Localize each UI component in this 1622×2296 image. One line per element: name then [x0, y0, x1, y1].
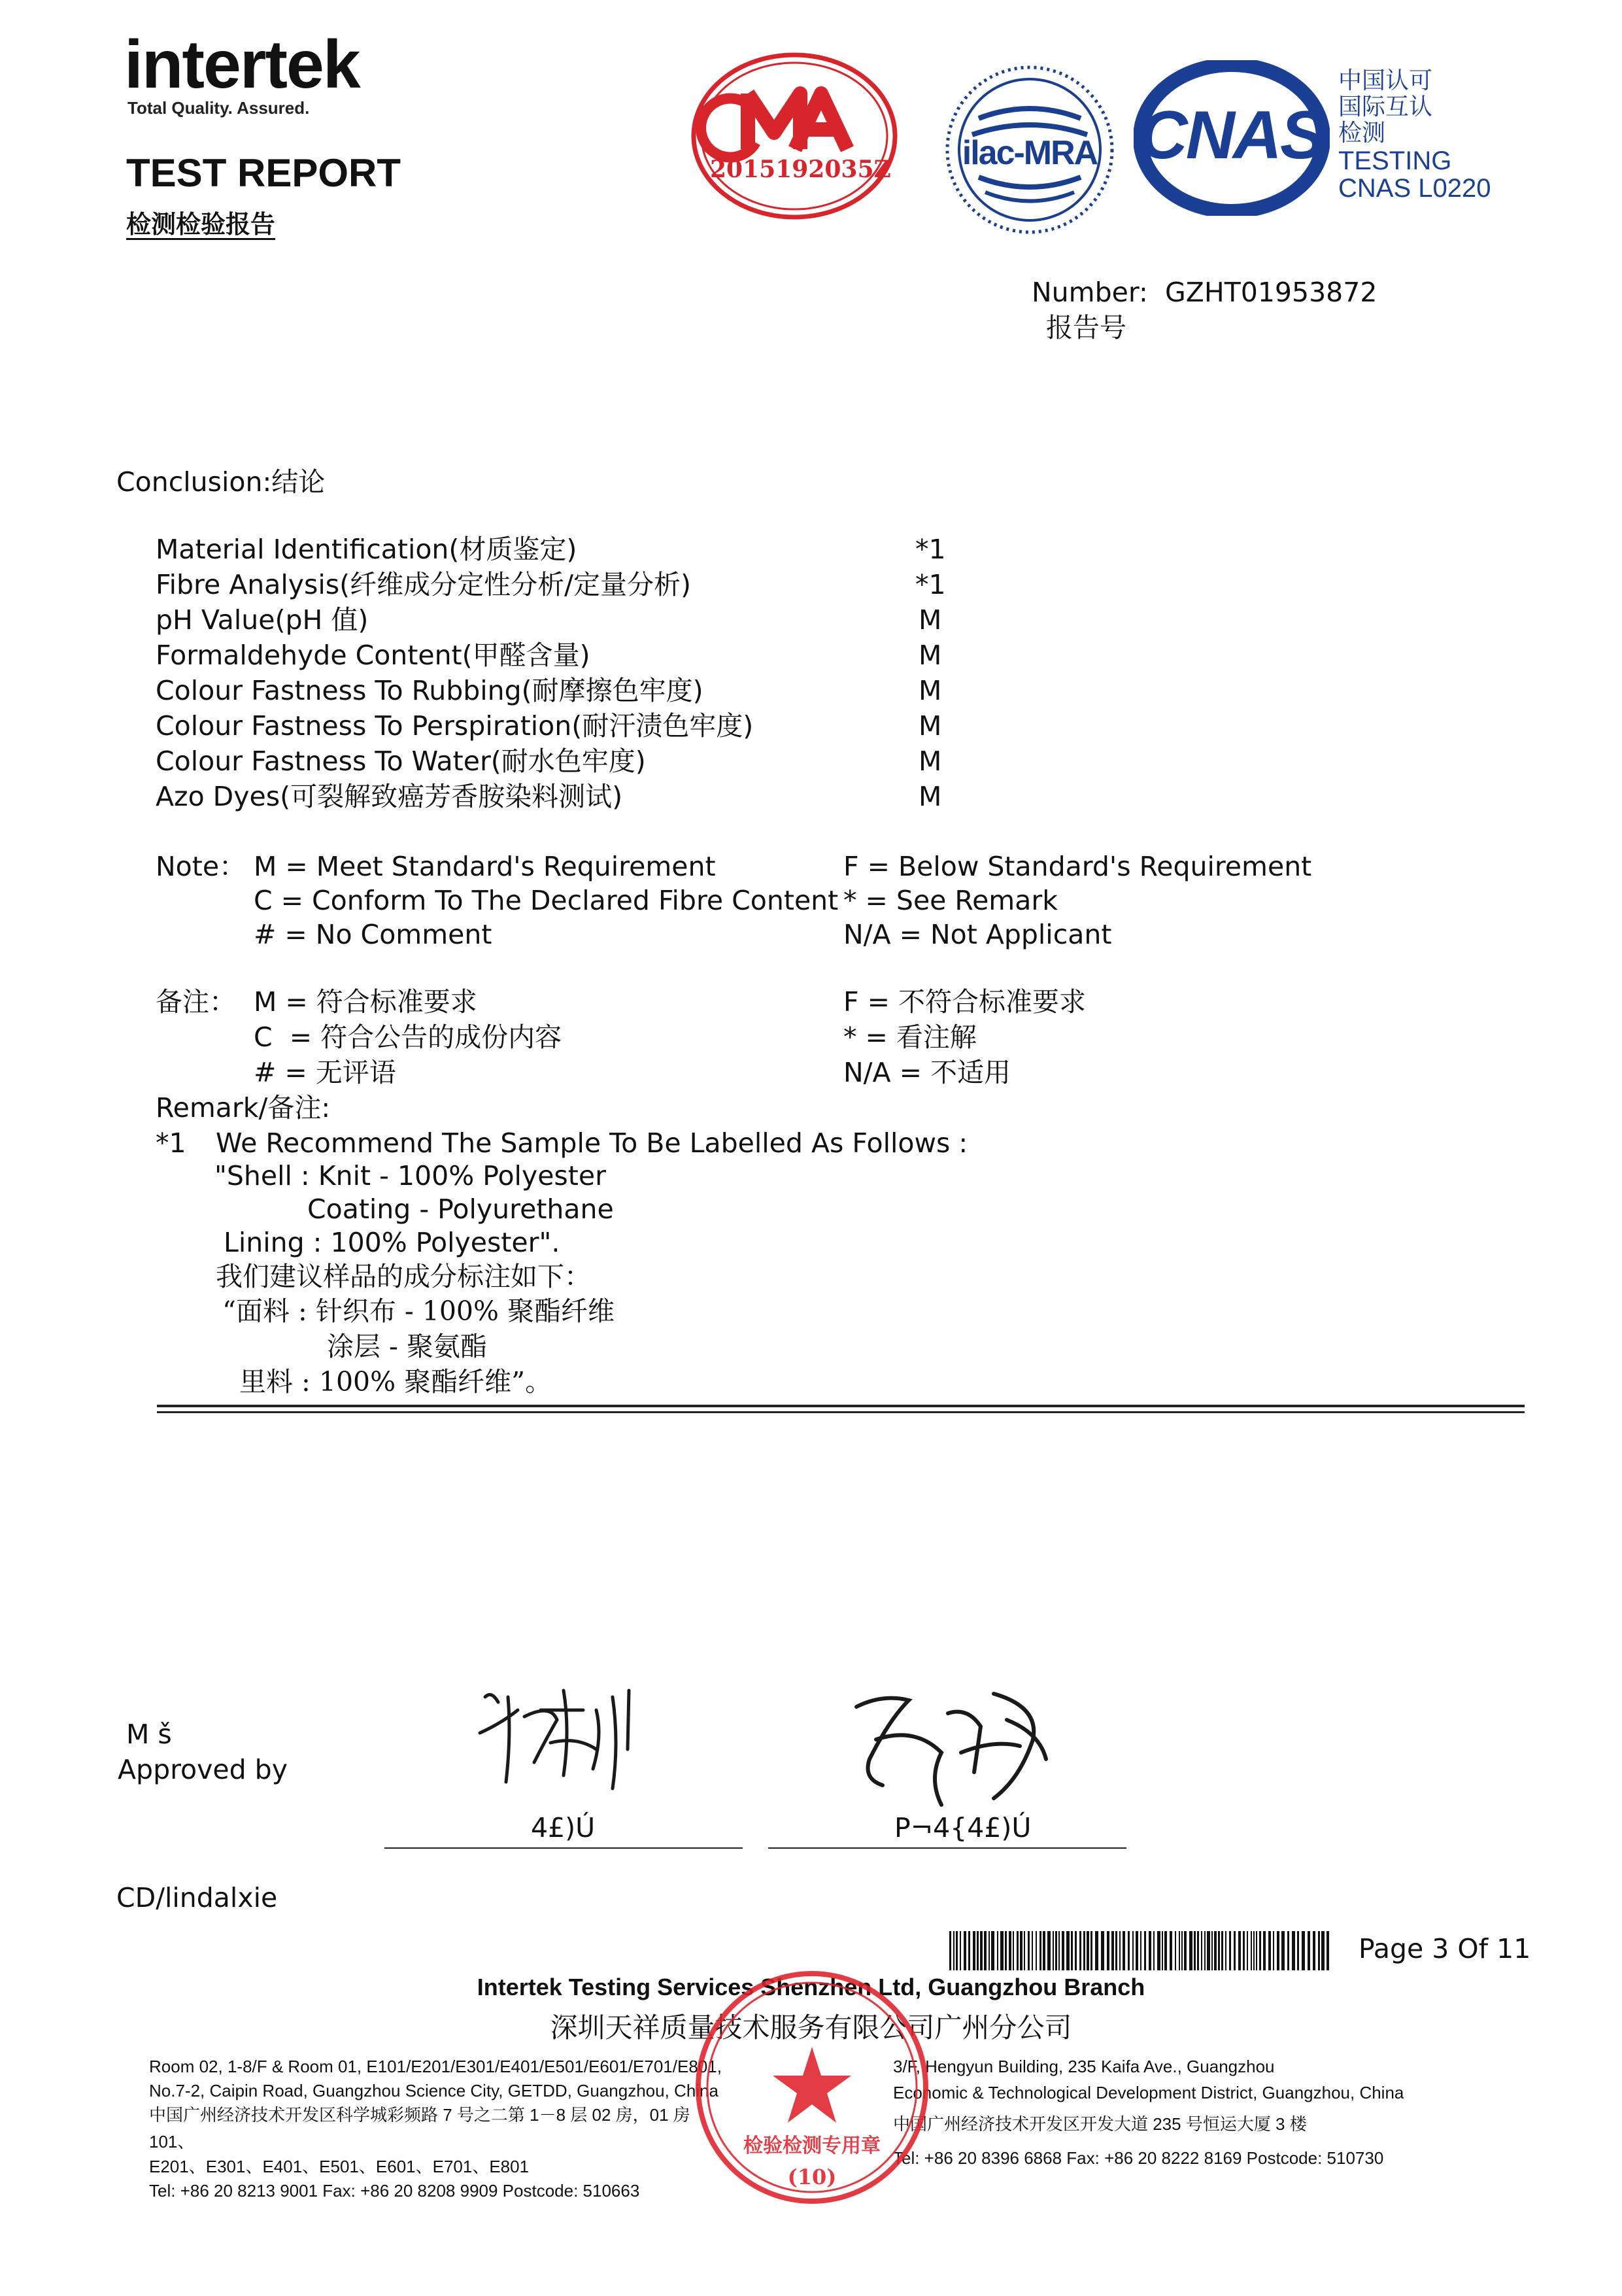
barcode-bar — [1247, 1931, 1248, 1970]
barcode-bar — [1013, 1931, 1014, 1970]
barcode-bar — [1218, 1931, 1220, 1970]
cnas-text: CNAS — [1138, 97, 1324, 173]
barcode-bar — [1211, 1931, 1213, 1970]
barcode-bar — [1005, 1931, 1007, 1970]
barcode-bar — [1123, 1931, 1125, 1970]
barcode-bar — [1144, 1931, 1146, 1970]
seal-center-text: 检验检测专用章 — [743, 2134, 881, 2157]
barcode-bar — [1181, 1931, 1183, 1970]
note-cn-legend-item: C = 符合公告的成份内容 — [254, 1021, 562, 1053]
barcode-bar — [1047, 1931, 1051, 1970]
barcode-bar — [1153, 1931, 1155, 1970]
barcode-bar — [1087, 1931, 1089, 1970]
barcode-bar — [956, 1931, 958, 1970]
barcode-bar — [1175, 1931, 1176, 1970]
barcode-bar — [1189, 1931, 1192, 1970]
footer-company-name-cn: 深圳天祥质量技术服务有限公司广州分公司 — [550, 2012, 1072, 2044]
note-legend-item: N/A = Not Applicant — [843, 919, 1112, 950]
barcode-bar — [1229, 1931, 1231, 1970]
barcode-bar — [1107, 1931, 1109, 1970]
signature-line — [384, 1847, 743, 1849]
barcode-bar — [1259, 1931, 1261, 1970]
conclusion-item-name: Azo Dyes(可裂解致癌芳香胺染料测试) — [156, 781, 623, 812]
footer-address-left: E201、E301、E401、E501、E601、E701、E801 — [149, 2157, 530, 2176]
barcode-bar — [1140, 1931, 1141, 1970]
cnas-mark — [1134, 60, 1330, 216]
page-title-cn: 检测检验报告 — [126, 210, 276, 239]
barcode-bar — [1075, 1931, 1077, 1970]
barcode-bar — [1024, 1931, 1025, 1970]
conclusion-item-result: M — [919, 781, 942, 812]
note-legend-item: * = See Remark — [843, 885, 1058, 916]
barcode-bar — [1243, 1931, 1245, 1970]
signer-1-name: 4£)Ú — [531, 1812, 596, 1843]
footer-address-left: 101、 — [149, 2132, 195, 2151]
barcode-bar — [1204, 1931, 1206, 1970]
barcode-bar — [1036, 1931, 1037, 1970]
footer-address-right: 3/F, Hengyun Building, 235 Kaifa Ave., Guangzhou — [893, 2057, 1275, 2076]
note-legend-item: M = Meet Standard's Requirement — [254, 851, 716, 882]
barcode-bar — [1321, 1931, 1325, 1970]
barcode-bar — [1164, 1931, 1167, 1970]
barcode-bar — [1132, 1931, 1134, 1970]
barcode-bar — [1287, 1931, 1289, 1970]
cnas-cn-line-1: 中国认可 — [1338, 67, 1433, 94]
conclusion-item-result: *1 — [915, 534, 946, 565]
footer-address-left: 中国广州经济技术开发区科学城彩频路 7 号之二第 1－8 层 02 房，01 房 — [149, 2105, 690, 2125]
conclusion-item-name: Formaldehyde Content(甲醛含量) — [156, 640, 590, 671]
barcode-bar — [997, 1931, 998, 1970]
footer-address-right: Tel: +86 20 8396 6868 Fax: +86 20 8222 8169 Postcode: 510730 — [893, 2148, 1384, 2168]
remark-line: We Recommend The Sample To Be Labelled As Follows : — [216, 1127, 968, 1159]
note-cn-legend-item: N/A = 不适用 — [843, 1057, 1011, 1088]
barcode-bar — [1009, 1931, 1011, 1970]
conclusion-label: Conclusion:结论 — [116, 466, 326, 498]
barcode-bar — [1214, 1931, 1217, 1970]
barcode-bar — [1170, 1931, 1172, 1970]
barcode-bar — [1225, 1931, 1226, 1970]
remark-line: "Shell : Knit - 100% Polyester — [214, 1160, 606, 1191]
barcode-bar — [1273, 1931, 1274, 1970]
barcode-bar — [1238, 1931, 1241, 1970]
barcode-bar — [1253, 1931, 1255, 1970]
barcode-bar — [953, 1931, 955, 1970]
barcode-bar — [1083, 1931, 1085, 1970]
cma-certification-mark — [690, 51, 898, 221]
barcode-bar — [1055, 1931, 1057, 1970]
barcode-bar — [1028, 1931, 1030, 1970]
conclusion-item-result: M — [919, 640, 942, 671]
footer-address-left: Room 02, 1-8/F & Room 01, E101/E201/E301/E401/E501/E601/E701/E801, — [149, 2057, 722, 2076]
approval-label-cn: M š — [126, 1719, 172, 1750]
barcode-bar — [1313, 1931, 1315, 1970]
footer-address-left: No.7-2, Caipin Road, Guangzhou Science City, GETDD, Guangzhou, China — [149, 2081, 718, 2100]
barcode-bar — [1062, 1931, 1064, 1970]
barcode-bar — [1184, 1931, 1187, 1970]
barcode-bar — [1221, 1931, 1223, 1970]
note-cn-legend-item: F = 不符合标准要求 — [843, 986, 1087, 1018]
approval-label: Approved by — [118, 1754, 288, 1785]
barcode-bar — [980, 1931, 983, 1970]
barcode-bar — [1039, 1931, 1041, 1970]
barcode-bar — [988, 1931, 990, 1970]
barcode — [949, 1931, 1330, 1970]
remark-line: Lining : 100% Polyester". — [224, 1227, 560, 1258]
note-label: Note： — [156, 851, 246, 882]
barcode-bar — [960, 1931, 961, 1970]
barcode-bar — [1277, 1931, 1279, 1970]
barcode-bar — [1149, 1931, 1151, 1970]
note-cn-label: 备注： — [156, 986, 236, 1018]
barcode-bar — [1197, 1931, 1199, 1970]
logo-tagline: Total Quality. Assured. — [127, 98, 310, 118]
ilac-text: ilac-MRA — [962, 134, 1098, 172]
barcode-bar — [1095, 1931, 1098, 1970]
report-number-label-cn: 报告号 — [1046, 312, 1126, 343]
barcode-bar — [1136, 1931, 1138, 1970]
barcode-bar — [1251, 1931, 1252, 1970]
barcode-bar — [1066, 1931, 1070, 1970]
conclusion-item-result: M — [919, 710, 942, 742]
signature-line — [768, 1847, 1126, 1849]
ilac-mra-mark — [943, 63, 1117, 237]
footer-address-right: 中国广州经济技术开发区开发大道 235 号恒运大厦 3 楼 — [893, 2114, 1307, 2134]
barcode-bar — [1090, 1931, 1092, 1970]
barcode-bar — [1119, 1931, 1121, 1970]
section-divider — [157, 1405, 1525, 1407]
conclusion-item-name: Material Identification(材质鉴定) — [156, 534, 577, 565]
barcode-bar — [1201, 1931, 1202, 1970]
barcode-bar — [1071, 1931, 1073, 1970]
barcode-bar — [1263, 1931, 1266, 1970]
footer-address-right: Economic & Technological Development District, Guangzhou, China — [893, 2083, 1404, 2102]
barcode-bar — [1020, 1931, 1022, 1970]
signature-1 — [472, 1671, 655, 1802]
barcode-bar — [1292, 1931, 1295, 1970]
intertek-logo: intertek — [124, 27, 360, 103]
barcode-bar — [964, 1931, 966, 1970]
barcode-bar — [968, 1931, 970, 1970]
barcode-bar — [1207, 1931, 1210, 1970]
barcode-bar — [1326, 1931, 1329, 1970]
remark-label: Remark/备注: — [156, 1092, 331, 1123]
conclusion-item-name: Fibre Analysis(纤维成分定性分析/定量分析) — [156, 569, 691, 600]
barcode-bar — [1115, 1931, 1117, 1970]
conclusion-item-name: Colour Fastness To Rubbing(耐摩擦色牢度) — [156, 675, 703, 706]
note-cn-legend-item: M = 符合标准要求 — [254, 986, 477, 1018]
section-divider — [157, 1411, 1525, 1413]
barcode-bar — [973, 1931, 975, 1970]
conclusion-item-name: pH Value(pH 值) — [156, 604, 369, 636]
barcode-bar — [1318, 1931, 1320, 1970]
barcode-bar — [949, 1931, 951, 1970]
remark-line: 涂层 - 聚氨酯 — [327, 1331, 487, 1362]
cnas-cn-line-2: 国际互认 — [1338, 94, 1433, 120]
barcode-bar — [1079, 1931, 1081, 1970]
barcode-bar — [1297, 1931, 1299, 1970]
barcode-bar — [1043, 1931, 1045, 1970]
cnas-code: CNAS L0220 — [1338, 174, 1491, 203]
remark-line: “面料 : 针织布 - 100% 聚酯纤维 — [222, 1295, 615, 1327]
barcode-bar — [1256, 1931, 1257, 1970]
barcode-bar — [1179, 1931, 1180, 1970]
footer-company-name: Intertek Testing Services Shenzhen Ltd, Guangzhou Branch — [477, 1974, 1145, 2000]
page-indicator: Page 3 Of 11 — [1359, 1933, 1531, 1964]
cnas-testing: TESTING — [1338, 146, 1452, 175]
barcode-bar — [1234, 1931, 1236, 1970]
note-legend-item: # = No Comment — [254, 919, 492, 950]
barcode-bar — [1000, 1931, 1004, 1970]
page-title: TEST REPORT — [126, 151, 401, 195]
conclusion-item-result: M — [919, 675, 942, 706]
seal-number: (10) — [787, 2165, 837, 2189]
barcode-bar — [1053, 1931, 1054, 1970]
barcode-bar — [977, 1931, 979, 1970]
barcode-bar — [1281, 1931, 1285, 1970]
note-cn-legend-item: * = 看注解 — [843, 1021, 977, 1053]
barcode-bar — [991, 1931, 994, 1970]
barcode-bar — [984, 1931, 987, 1970]
barcode-bar — [1101, 1931, 1104, 1970]
cnas-cn-line-3: 检测 — [1338, 120, 1386, 146]
conclusion-item-result: *1 — [915, 569, 946, 600]
barcode-bar — [1194, 1931, 1196, 1970]
conclusion-item-name: Colour Fastness To Water(耐水色牢度) — [156, 745, 646, 777]
note-legend-item: F = Below Standard's Requirement — [843, 851, 1312, 882]
barcode-bar — [1111, 1931, 1114, 1970]
company-seal — [693, 1968, 931, 2206]
remark-marker: *1 — [156, 1127, 186, 1159]
signature-2 — [843, 1681, 1053, 1811]
note-legend-item: C = Conform To The Declared Fibre Content — [254, 885, 839, 916]
remark-line: 我们建议样品的成分标注如下： — [216, 1261, 591, 1292]
conclusion-item-result: M — [919, 604, 942, 636]
conclusion-item-result: M — [919, 745, 942, 777]
barcode-bar — [1308, 1931, 1310, 1970]
report-number-value: GZHT01953872 — [1165, 277, 1377, 308]
report-number-label: Number: — [1032, 277, 1148, 308]
barcode-bar — [1302, 1931, 1305, 1970]
remark-line: Coating - Polyurethane — [307, 1193, 614, 1225]
barcode-bar — [1032, 1931, 1033, 1970]
barcode-bar — [1058, 1931, 1060, 1970]
note-cn-legend-item: # = 无评语 — [254, 1057, 396, 1088]
remark-line: 里料 : 100% 聚酯纤维”。 — [239, 1366, 552, 1397]
cd-reference: CD/lindalxie — [116, 1882, 278, 1913]
barcode-bar — [1017, 1931, 1019, 1970]
barcode-bar — [1268, 1931, 1271, 1970]
footer-address-left: Tel: +86 20 8213 9001 Fax: +86 20 8208 9909 Postcode: 510663 — [149, 2181, 640, 2201]
cma-number: 2015192035Z — [710, 156, 891, 183]
barcode-bar — [1162, 1931, 1163, 1970]
signer-2-name: P¬4{4£)Ú — [894, 1812, 1032, 1843]
conclusion-item-name: Colour Fastness To Perspiration(耐汗渍色牢度) — [156, 710, 754, 742]
barcode-bar — [1128, 1931, 1130, 1970]
barcode-bar — [1157, 1931, 1160, 1970]
